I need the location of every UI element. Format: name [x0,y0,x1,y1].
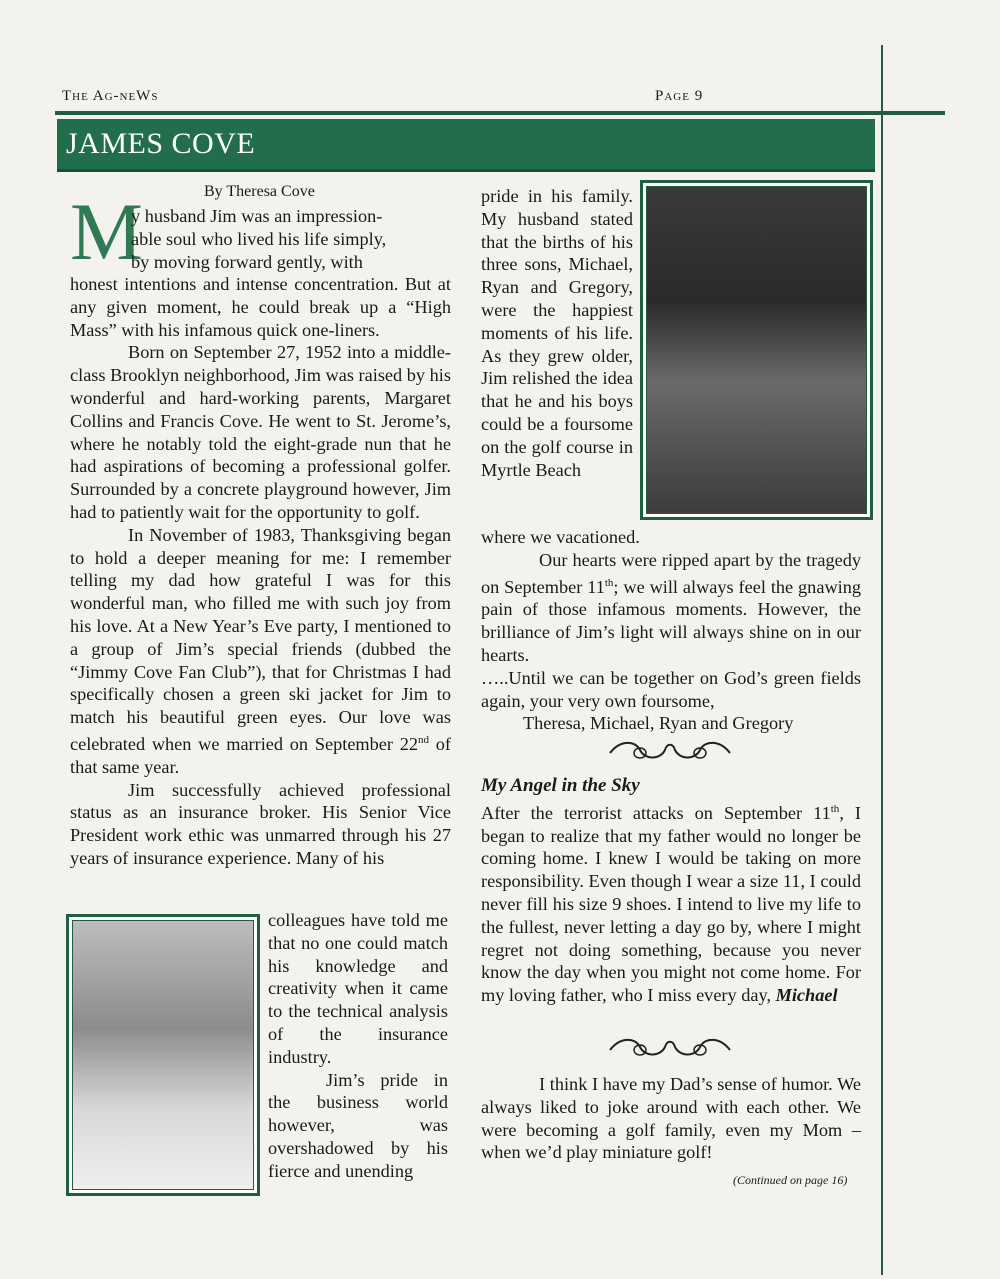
photo-skiing [72,920,254,1190]
paragraph: Jim’s pride in the business world however, was overshadowed by his fierce and unending [268,1069,448,1181]
angel-section-2 [481,1073,861,1164]
text: Our hearts were ripped apart by the tragedy on September 11 [481,549,861,597]
paragraph [481,549,861,667]
paragraph: Born on September 27, 1952 into a middle-class Brooklyn neighborhood, Jim was raised by his wonderful and hard-working parents, Margaret Collins and Francis Cove. He went to St. Jerome’s, where he notably told the eight-grade nun that he had aspirations of becoming a professional golfer. Surrounded by a concrete playground however, Jim had to patiently wait for the opportunity to golf. [70,342,451,522]
superscript: th [604,576,614,589]
column-1-narrow [268,909,448,1183]
paragraph [481,798,861,1007]
drop-cap: M [70,186,143,277]
scroll-ornament-icon [605,1032,735,1064]
paragraph [70,524,451,779]
article-banner [57,119,875,172]
text: of that same year. [70,734,451,777]
text: , I began to realize that my father would no longer be coming home. I knew I would be taking on more responsibility. Even though I wear a size 11, I could never fill his size 9 shoes. I intend to live my life to the fullest, never letting a day go by, where I might regret not doing something, because you never know the day when you might not come home. For my loving father, who I miss every day, [481,802,861,1006]
text: ; we will always feel the gnawing pain of those infamous moments. However, the brilliance of Jim’s light will always shine on in our hearts. [481,576,862,666]
paragraph: pride in his family. My husband stated that the births of his three sons, Michael, Ryan and Gregory, were the happiest moments of his life. As they grew older, Jim relished the idea that he and his boys could be a foursome on the golf course in Myrtle Beach [481,186,633,480]
intro-line: y husband Jim was an impression- [131,206,383,226]
signature: Theresa, Michael, Ryan and Gregory [523,713,794,734]
photo-frame-family [640,180,873,520]
text: In November of 1983, Thanksgiving began to hold a deeper meaning for me: I remember telling my dad how grateful I was for this wonderful man, who filled me with such joy from his love. At a New Year’s Eve party, I mentioned to a group of Jim’s special friends (dubbed the “Jimmy Cove Fan Club”), that for Christmas I had specifically chosen a green ski jacket for Jim to match his beautiful green eyes. Our love was celebrated when we married on September 22 [70,524,451,755]
text: After the terrorist attacks on September 11 [481,802,831,823]
header-rule [55,111,945,115]
photo-family [646,186,867,514]
angel-section [481,775,861,1007]
superscript: th [830,802,840,815]
scroll-ornament [605,1032,735,1064]
column-1-body [70,273,451,870]
byline: By Theresa Cove [204,183,315,200]
paragraph: I think I have my Dad’s sense of humor. We always liked to joke around with each other. We were becoming a golf family, even my Mom – when we’d play miniature golf! [481,1074,861,1163]
article-title: JAMES COVE [66,127,256,160]
scroll-ornament [605,735,735,767]
column-rule [881,45,883,1275]
paragraph: where we vacationed. [481,527,640,547]
column-2-narrow [481,185,633,481]
intro-line: by moving forward gently, with [131,251,363,272]
newsletter-name: The Ag-neWs [62,88,159,104]
section-heading: My Angel in the Sky [481,775,640,796]
page-number: Page 9 [655,88,704,104]
paragraph: colleagues have told me that no one could match his knowledge and creativity when it came to the technical analysis of the insurance industry. [268,910,448,1067]
intro-lines [131,205,451,273]
scroll-ornament-icon [605,735,735,767]
continued-note: (Continued on page 16) [733,1173,848,1187]
photo-frame-skiing [66,914,260,1196]
paragraph: Jim successfully achieved professional status as an insurance broker. His Senior Vice President work ethic was unmarred through his 27 years of insurance experience. Many of his [70,779,451,869]
intro-line: able soul who lived his life simply, [131,228,387,249]
paragraph: honest intentions and intense concentration. But at any given moment, he could break up a “High Mass” with his infamous quick one-liners. [70,274,451,340]
paragraph: …..Until we can be together on God’s green fields again, your very own foursome, [481,667,861,711]
superscript: nd [418,733,430,746]
signature: Michael [775,985,838,1006]
column-2-body [481,526,861,735]
